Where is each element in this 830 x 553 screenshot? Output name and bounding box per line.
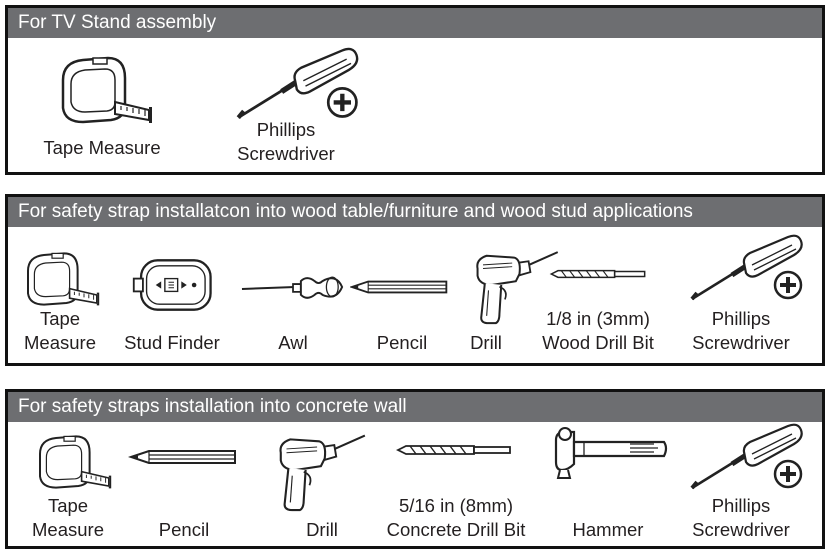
phillips-screwdriver-icon	[688, 233, 808, 303]
tool-pencil	[128, 442, 240, 472]
tool-tape-measure	[32, 430, 112, 494]
tool-label: Pencil	[376, 332, 428, 353]
section-wood-stud	[5, 194, 825, 366]
tape-measure-icon	[32, 430, 112, 494]
tool-phillips-screwdriver	[688, 422, 808, 492]
section-concrete-wall	[5, 389, 825, 549]
tool-stud-finder	[128, 253, 220, 317]
drill-icon	[264, 426, 374, 512]
section-title: For TV Stand assembly	[8, 8, 822, 38]
pencil-icon	[128, 442, 240, 472]
drill-bit-icon	[394, 438, 514, 462]
section-title: For safety straps installation into concrete wall	[8, 392, 822, 422]
tool-label: Stud Finder	[124, 332, 220, 353]
awl-icon	[240, 267, 348, 307]
pencil-icon	[350, 273, 450, 301]
tool-label: Phillips Screwdriver	[692, 495, 790, 540]
tool-label: Hammer	[572, 519, 644, 540]
tool-label: Phillips Screwdriver	[237, 119, 335, 164]
phillips-screwdriver-icon	[234, 46, 364, 122]
tool-pencil	[350, 273, 450, 301]
tool-phillips-screwdriver	[234, 46, 364, 122]
tool-phillips-screwdriver	[688, 233, 808, 303]
tool-label: 5/16 in (8mm) Concrete Drill Bit	[386, 495, 526, 540]
tape-measure-icon	[48, 50, 158, 130]
tool-label: Tape Measure	[24, 308, 96, 353]
section-title: For safety strap installatcon into wood table/furniture and wood stud applications	[8, 197, 822, 227]
tool-label: Pencil	[158, 519, 210, 540]
tool-label: Drill	[306, 519, 338, 540]
tool-drill	[264, 426, 374, 512]
tool-label: Drill	[470, 332, 502, 353]
drill-bit-icon	[548, 263, 648, 285]
hammer-icon	[548, 426, 672, 486]
stud-finder-icon	[128, 253, 220, 317]
tool-label: 1/8 in (3mm) Wood Drill Bit	[542, 308, 654, 353]
section-tv-stand	[5, 5, 825, 175]
tape-measure-icon	[20, 247, 100, 311]
tool-tape-measure	[48, 50, 158, 130]
tool-wood-drill-bit	[548, 263, 648, 285]
tool-hammer	[548, 426, 672, 486]
tool-label: Tape Measure	[43, 137, 161, 158]
tool-awl	[240, 267, 348, 307]
tool-label: Phillips Screwdriver	[692, 308, 790, 353]
tool-tape-measure	[20, 247, 100, 311]
tool-label: Awl	[278, 332, 308, 353]
phillips-screwdriver-icon	[688, 422, 808, 492]
tool-label: Tape Measure	[32, 495, 104, 540]
tool-concrete-drill-bit	[394, 438, 514, 462]
